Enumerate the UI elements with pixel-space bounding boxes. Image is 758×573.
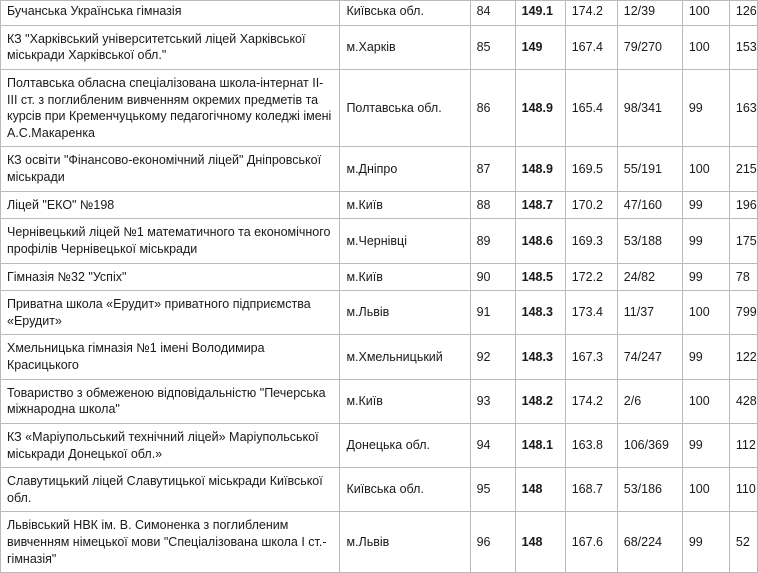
cell-name: Славутицький ліцей Славутицької міськради Київської обл. <box>1 468 340 512</box>
cell-ratio: 68/224 <box>617 512 682 573</box>
cell-ratio: 74/247 <box>617 335 682 379</box>
cell-pct: 100 <box>682 379 729 423</box>
cell-ratio: 24/82 <box>617 263 682 291</box>
table-row <box>1 291 758 335</box>
cell-score: 149 <box>515 25 565 69</box>
cell-score: 148.6 <box>515 219 565 263</box>
table-row <box>1 335 758 379</box>
table-row <box>1 423 758 467</box>
cell-avg: 165.4 <box>565 69 617 147</box>
cell-last: 175 <box>729 219 757 263</box>
cell-rank: 85 <box>470 25 515 69</box>
cell-pct: 100 <box>682 291 729 335</box>
cell-score: 148.7 <box>515 191 565 219</box>
cell-rank: 96 <box>470 512 515 573</box>
cell-rank: 86 <box>470 69 515 147</box>
cell-pct: 99 <box>682 263 729 291</box>
cell-last: 122 <box>729 335 757 379</box>
cell-rank: 92 <box>470 335 515 379</box>
cell-name: КЗ "Харківський університетський ліцей Харківської міськради Харківської обл." <box>1 25 340 69</box>
cell-name: Приватна школа «Ерудит» приватного підприємства «Ерудит» <box>1 291 340 335</box>
cell-name: Гімназія №32 "Успіх" <box>1 263 340 291</box>
cell-score: 148.1 <box>515 423 565 467</box>
cell-avg: 167.4 <box>565 25 617 69</box>
cell-last: 799 <box>729 291 757 335</box>
table-row <box>1 25 758 69</box>
cell-avg: 174.2 <box>565 1 617 26</box>
cell-pct: 100 <box>682 147 729 191</box>
cell-rank: 87 <box>470 147 515 191</box>
cell-rank: 84 <box>470 1 515 26</box>
cell-avg: 172.2 <box>565 263 617 291</box>
cell-name: Чернівецький ліцей №1 математичного та економічного профілів Чернівецької міськради <box>1 219 340 263</box>
cell-rank: 88 <box>470 191 515 219</box>
cell-score: 148 <box>515 468 565 512</box>
cell-score: 149.1 <box>515 1 565 26</box>
cell-ratio: 79/270 <box>617 25 682 69</box>
cell-avg: 170.2 <box>565 191 617 219</box>
cell-ratio: 98/341 <box>617 69 682 147</box>
cell-avg: 168.7 <box>565 468 617 512</box>
cell-region: Київська обл. <box>340 468 470 512</box>
cell-name: Бучанська Українська гімназія <box>1 1 340 26</box>
cell-rank: 93 <box>470 379 515 423</box>
cell-rank: 94 <box>470 423 515 467</box>
cell-avg: 163.8 <box>565 423 617 467</box>
cell-pct: 99 <box>682 219 729 263</box>
cell-region: м.Львів <box>340 512 470 573</box>
cell-region: Донецька обл. <box>340 423 470 467</box>
cell-region: м.Харків <box>340 25 470 69</box>
cell-last: 428 <box>729 379 757 423</box>
cell-last: 112 <box>729 423 757 467</box>
cell-rank: 89 <box>470 219 515 263</box>
cell-pct: 99 <box>682 512 729 573</box>
cell-ratio: 53/186 <box>617 468 682 512</box>
cell-last: 78 <box>729 263 757 291</box>
cell-last: 163 <box>729 69 757 147</box>
cell-rank: 90 <box>470 263 515 291</box>
cell-rank: 95 <box>470 468 515 512</box>
cell-region: м.Київ <box>340 191 470 219</box>
cell-name: Полтавська обласна спеціалізована школа-інтернат ІІ-ІІІ ст. з поглибленим вивченням окремих предметів та курсів при Кременчуцькому педагогічному коледжі імені А.С.Макаренка <box>1 69 340 147</box>
cell-score: 148.5 <box>515 263 565 291</box>
table-row <box>1 468 758 512</box>
cell-name: КЗ освіти "Фінансово-економічний ліцей" Дніпровської міськради <box>1 147 340 191</box>
cell-ratio: 53/188 <box>617 219 682 263</box>
cell-avg: 169.3 <box>565 219 617 263</box>
cell-pct: 99 <box>682 335 729 379</box>
cell-region: м.Київ <box>340 263 470 291</box>
cell-region: м.Львів <box>340 291 470 335</box>
cell-avg: 173.4 <box>565 291 617 335</box>
cell-pct: 99 <box>682 69 729 147</box>
cell-score: 148.2 <box>515 379 565 423</box>
cell-name: Товариство з обмеженою відповідальністю "Печерська міжнародна школа" <box>1 379 340 423</box>
cell-avg: 174.2 <box>565 379 617 423</box>
cell-region: Київська обл. <box>340 1 470 26</box>
cell-last: 126 <box>729 1 757 26</box>
cell-ratio: 106/369 <box>617 423 682 467</box>
cell-last: 215 <box>729 147 757 191</box>
cell-pct: 99 <box>682 423 729 467</box>
cell-ratio: 2/6 <box>617 379 682 423</box>
cell-region: м.Київ <box>340 379 470 423</box>
table-row <box>1 191 758 219</box>
table-row <box>1 147 758 191</box>
cell-avg: 167.6 <box>565 512 617 573</box>
cell-last: 52 <box>729 512 757 573</box>
table-row <box>1 219 758 263</box>
cell-region: м.Хмельницький <box>340 335 470 379</box>
cell-avg: 167.3 <box>565 335 617 379</box>
cell-name: Львівський НВК ім. В. Симоненка з поглибленим вивченням німецької мови "Спеціалізована школа І ст.-гімназія" <box>1 512 340 573</box>
cell-score: 148 <box>515 512 565 573</box>
cell-pct: 99 <box>682 191 729 219</box>
cell-name: Хмельницька гімназія №1 імені Володимира Красицького <box>1 335 340 379</box>
cell-last: 110 <box>729 468 757 512</box>
cell-ratio: 12/39 <box>617 1 682 26</box>
table-row <box>1 512 758 573</box>
cell-score: 148.3 <box>515 291 565 335</box>
table-row <box>1 1 758 26</box>
cell-ratio: 11/37 <box>617 291 682 335</box>
cell-rank: 91 <box>470 291 515 335</box>
cell-score: 148.9 <box>515 147 565 191</box>
cell-last: 196 <box>729 191 757 219</box>
cell-name: Ліцей "ЕКО" №198 <box>1 191 340 219</box>
table-body <box>1 1 758 573</box>
table-row <box>1 69 758 147</box>
cell-avg: 169.5 <box>565 147 617 191</box>
table-row <box>1 379 758 423</box>
cell-region: м.Чернівці <box>340 219 470 263</box>
cell-score: 148.9 <box>515 69 565 147</box>
cell-score: 148.3 <box>515 335 565 379</box>
cell-name: КЗ «Маріупольський технічний ліцей» Маріупольської міськради Донецької обл.» <box>1 423 340 467</box>
table-row <box>1 263 758 291</box>
cell-last: 153 <box>729 25 757 69</box>
cell-ratio: 55/191 <box>617 147 682 191</box>
cell-pct: 100 <box>682 25 729 69</box>
cell-region: м.Дніпро <box>340 147 470 191</box>
cell-pct: 100 <box>682 1 729 26</box>
cell-pct: 100 <box>682 468 729 512</box>
cell-region: Полтавська обл. <box>340 69 470 147</box>
cell-ratio: 47/160 <box>617 191 682 219</box>
